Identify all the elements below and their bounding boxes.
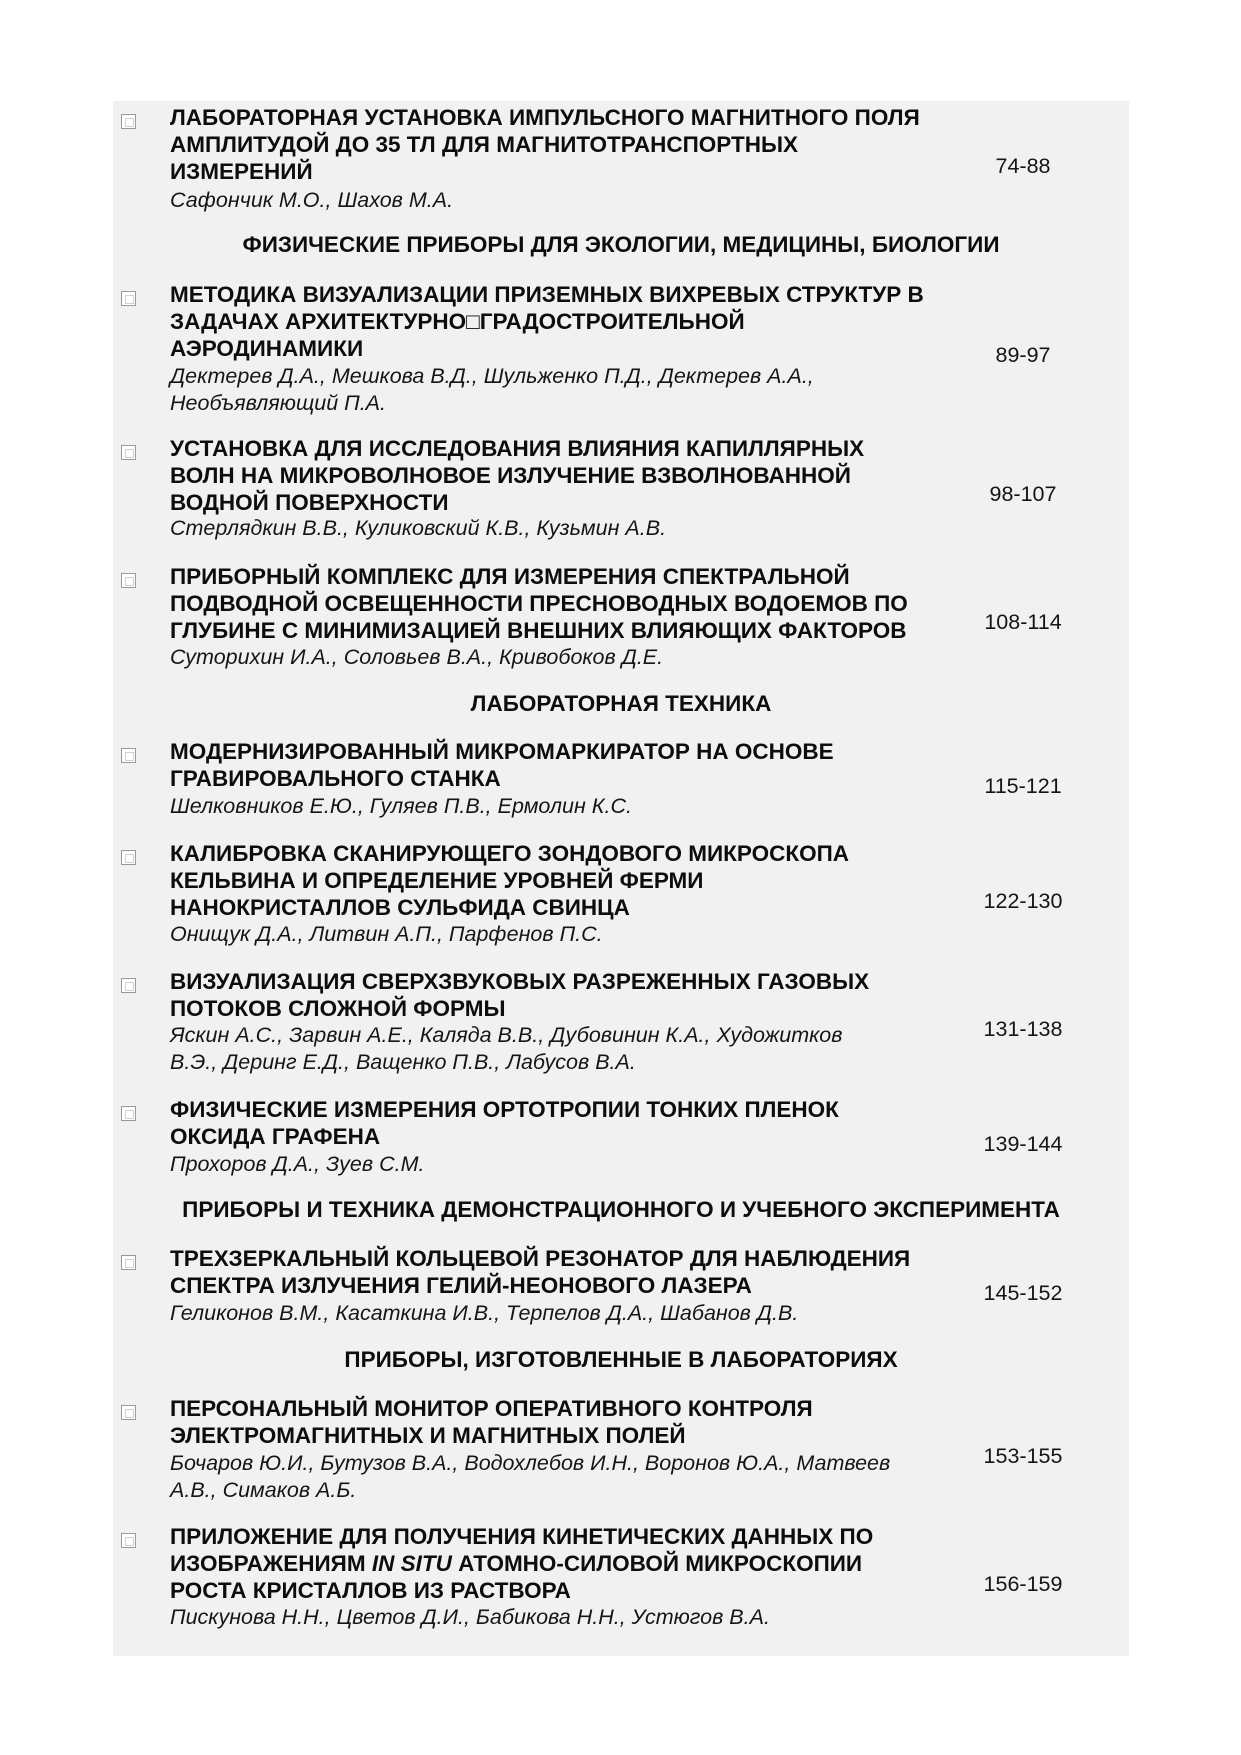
page-range: 122-130: [983, 889, 1063, 913]
title-part: АТОМНО-СИЛОВОЙ МИКРОСКОПИИ РОСТА КРИСТАЛЛОВ ИЗ РАСТВОРА: [170, 1551, 863, 1603]
article-authors: Суторихин И.А., Соловьев В.А., Кривобоков Д.Е.: [170, 645, 664, 669]
article-authors: Онищук Д.А., Литвин А.П., Парфенов П.С.: [170, 922, 603, 946]
section-heading: ЛАБОРАТОРНАЯ ТЕХНИКА: [470, 691, 772, 716]
checkbox-icon[interactable]: [121, 114, 136, 129]
article-title[interactable]: МОДЕРНИЗИРОВАННЫЙ МИКРОМАРКИРАТОР НА ОСНОВЕ ГРАВИРОВАЛЬНОГО СТАНКА: [170, 739, 834, 791]
section-heading: ПРИБОРЫ И ТЕХНИКА ДЕМОНСТРАЦИОННОГО И УЧЕБНОГО ЭКСПЕРИМЕНТА: [182, 1197, 1060, 1222]
page-range: 89-97: [995, 343, 1051, 367]
section-heading: ПРИБОРЫ, ИЗГОТОВЛЕННЫЕ В ЛАБОРАТОРИЯХ: [344, 1347, 898, 1372]
title-part: ПРИЛОЖЕНИЕ ДЛЯ ПОЛУЧЕНИЯ КИНЕТИЧЕСКИХ ДАННЫХ ПО ИЗОБРАЖЕНИЯМ: [170, 1524, 874, 1576]
page-range: 153-155: [983, 1444, 1063, 1468]
article-authors: Стерлядкин В.В., Куликовский К.В., Кузьмин А.В.: [170, 516, 667, 540]
checkbox-icon[interactable]: [121, 978, 136, 993]
page-range: 145-152: [983, 1281, 1063, 1305]
contents-panel: [113, 101, 1129, 1656]
article-title[interactable]: КАЛИБРОВКА СКАНИРУЮЩЕГО ЗОНДОВОГО МИКРОСКОПА КЕЛЬВИНА И ОПРЕДЕЛЕНИЕ УРОВНЕЙ ФЕРМИ НАНОКРИСТАЛЛОВ СУЛЬФИДА СВИНЦА: [170, 841, 850, 920]
article-title[interactable]: ЛАБОРАТОРНАЯ УСТАНОВКА ИМПУЛЬСНОГО МАГНИТНОГО ПОЛЯ АМПЛИТУДОЙ ДО 35 ТЛ ДЛЯ МАГНИТОТРАНСПОРТНЫХ ИЗМЕРЕНИЙ: [170, 105, 920, 184]
article-title[interactable]: УСТАНОВКА ДЛЯ ИССЛЕДОВАНИЯ ВЛИЯНИЯ КАПИЛЛЯРНЫХ ВОЛН НА МИКРОВОЛНОВОЕ ИЗЛУЧЕНИЕ ВЗВОЛНОВАННОЙ ВОДНОЙ ПОВЕРХНОСТИ: [170, 436, 865, 515]
checkbox-icon[interactable]: [121, 445, 136, 460]
checkbox-icon[interactable]: [121, 1255, 136, 1270]
article-authors: Прохоров Д.А., Зуев С.М.: [170, 1152, 425, 1176]
article-title[interactable]: ФИЗИЧЕСКИЕ ИЗМЕРЕНИЯ ОРТОТРОПИИ ТОНКИХ ПЛЕНОК ОКСИДА ГРАФЕНА: [170, 1097, 839, 1149]
page-range: 156-159: [983, 1572, 1063, 1596]
page-range: 139-144: [983, 1132, 1063, 1156]
page-range: 115-121: [984, 774, 1062, 798]
article-authors: Яскин А.С., Зарвин А.Е., Каляда В.В., Дубовинин К.А., Художитков В.Э., Деринг Е.Д., Ващенко П.В., Лабусов В.А.: [170, 1023, 843, 1074]
article-authors: Шелковников Е.Ю., Гуляев П.В., Ермолин К.С.: [170, 794, 632, 818]
checkbox-icon[interactable]: [121, 573, 136, 588]
article-authors: Сафончик М.О., Шахов М.А.: [170, 188, 454, 212]
article-title[interactable]: МЕТОДИКА ВИЗУАЛИЗАЦИИ ПРИЗЕМНЫХ ВИХРЕВЫХ СТРУКТУР В ЗАДАЧАХ АРХИТЕКТУРНО□ГРАДОСТРОИТЕЛЬНОЙ АЭРОДИНАМИКИ: [170, 282, 924, 361]
page-range: 131-138: [983, 1017, 1063, 1041]
section-heading: ФИЗИЧЕСКИЕ ПРИБОРЫ ДЛЯ ЭКОЛОГИИ, МЕДИЦИНЫ, БИОЛОГИИ: [242, 232, 1000, 257]
checkbox-icon[interactable]: [121, 850, 136, 865]
checkbox-icon[interactable]: [121, 748, 136, 763]
checkbox-icon[interactable]: [121, 1405, 136, 1420]
checkbox-icon[interactable]: [121, 291, 136, 306]
article-authors: Дектерев Д.А., Мешкова В.Д., Шульженко П.Д., Дектерев А.А., Необъявляющий П.А.: [170, 364, 814, 415]
article-title[interactable]: ТРЕХЗЕРКАЛЬНЫЙ КОЛЬЦЕВОЙ РЕЗОНАТОР ДЛЯ НАБЛЮДЕНИЯ СПЕКТРА ИЗЛУЧЕНИЯ ГЕЛИЙ-НЕОНОВОГО ЛАЗЕРА: [170, 1246, 911, 1298]
article-title[interactable]: ПЕРСОНАЛЬНЫЙ МОНИТОР ОПЕРАТИВНОГО КОНТРОЛЯ ЭЛЕКТРОМАГНИТНЫХ И МАГНИТНЫХ ПОЛЕЙ: [170, 1396, 813, 1448]
checkbox-icon[interactable]: [121, 1106, 136, 1121]
article-title[interactable]: ВИЗУАЛИЗАЦИЯ СВЕРХЗВУКОВЫХ РАЗРЕЖЕННЫХ ГАЗОВЫХ ПОТОКОВ СЛОЖНОЙ ФОРМЫ: [170, 969, 870, 1021]
article-authors: Бочаров Ю.И., Бутузов В.А., Водохлебов И.Н., Воронов Ю.А., Матвеев А.В., Симаков А.Б.: [170, 1451, 891, 1502]
title-italic-part: IN SITU: [371, 1551, 452, 1576]
checkbox-icon[interactable]: [121, 1533, 136, 1548]
article-authors: Пискунова Н.Н., Цветов Д.И., Бабикова Н.Н., Устюгов В.А.: [170, 1605, 770, 1629]
article-title[interactable]: ПРИБОРНЫЙ КОМПЛЕКС ДЛЯ ИЗМЕРЕНИЯ СПЕКТРАЛЬНОЙ ПОДВОДНОЙ ОСВЕЩЕННОСТИ ПРЕСНОВОДНЫХ ВОДОЕМОВ ПО ГЛУБИНЕ С МИНИМИЗАЦИЕЙ ВНЕШНИХ ВЛИЯЮЩИХ ФАКТОРОВ: [170, 564, 908, 643]
article-title[interactable]: [170, 1523, 950, 1604]
page-range: 74-88: [995, 154, 1051, 178]
article-authors: Геликонов В.М., Касаткина И.В., Терпелов Д.А., Шабанов Д.В.: [170, 1301, 799, 1325]
page-range: 108-114: [984, 610, 1062, 634]
page-range: 98-107: [989, 482, 1057, 506]
